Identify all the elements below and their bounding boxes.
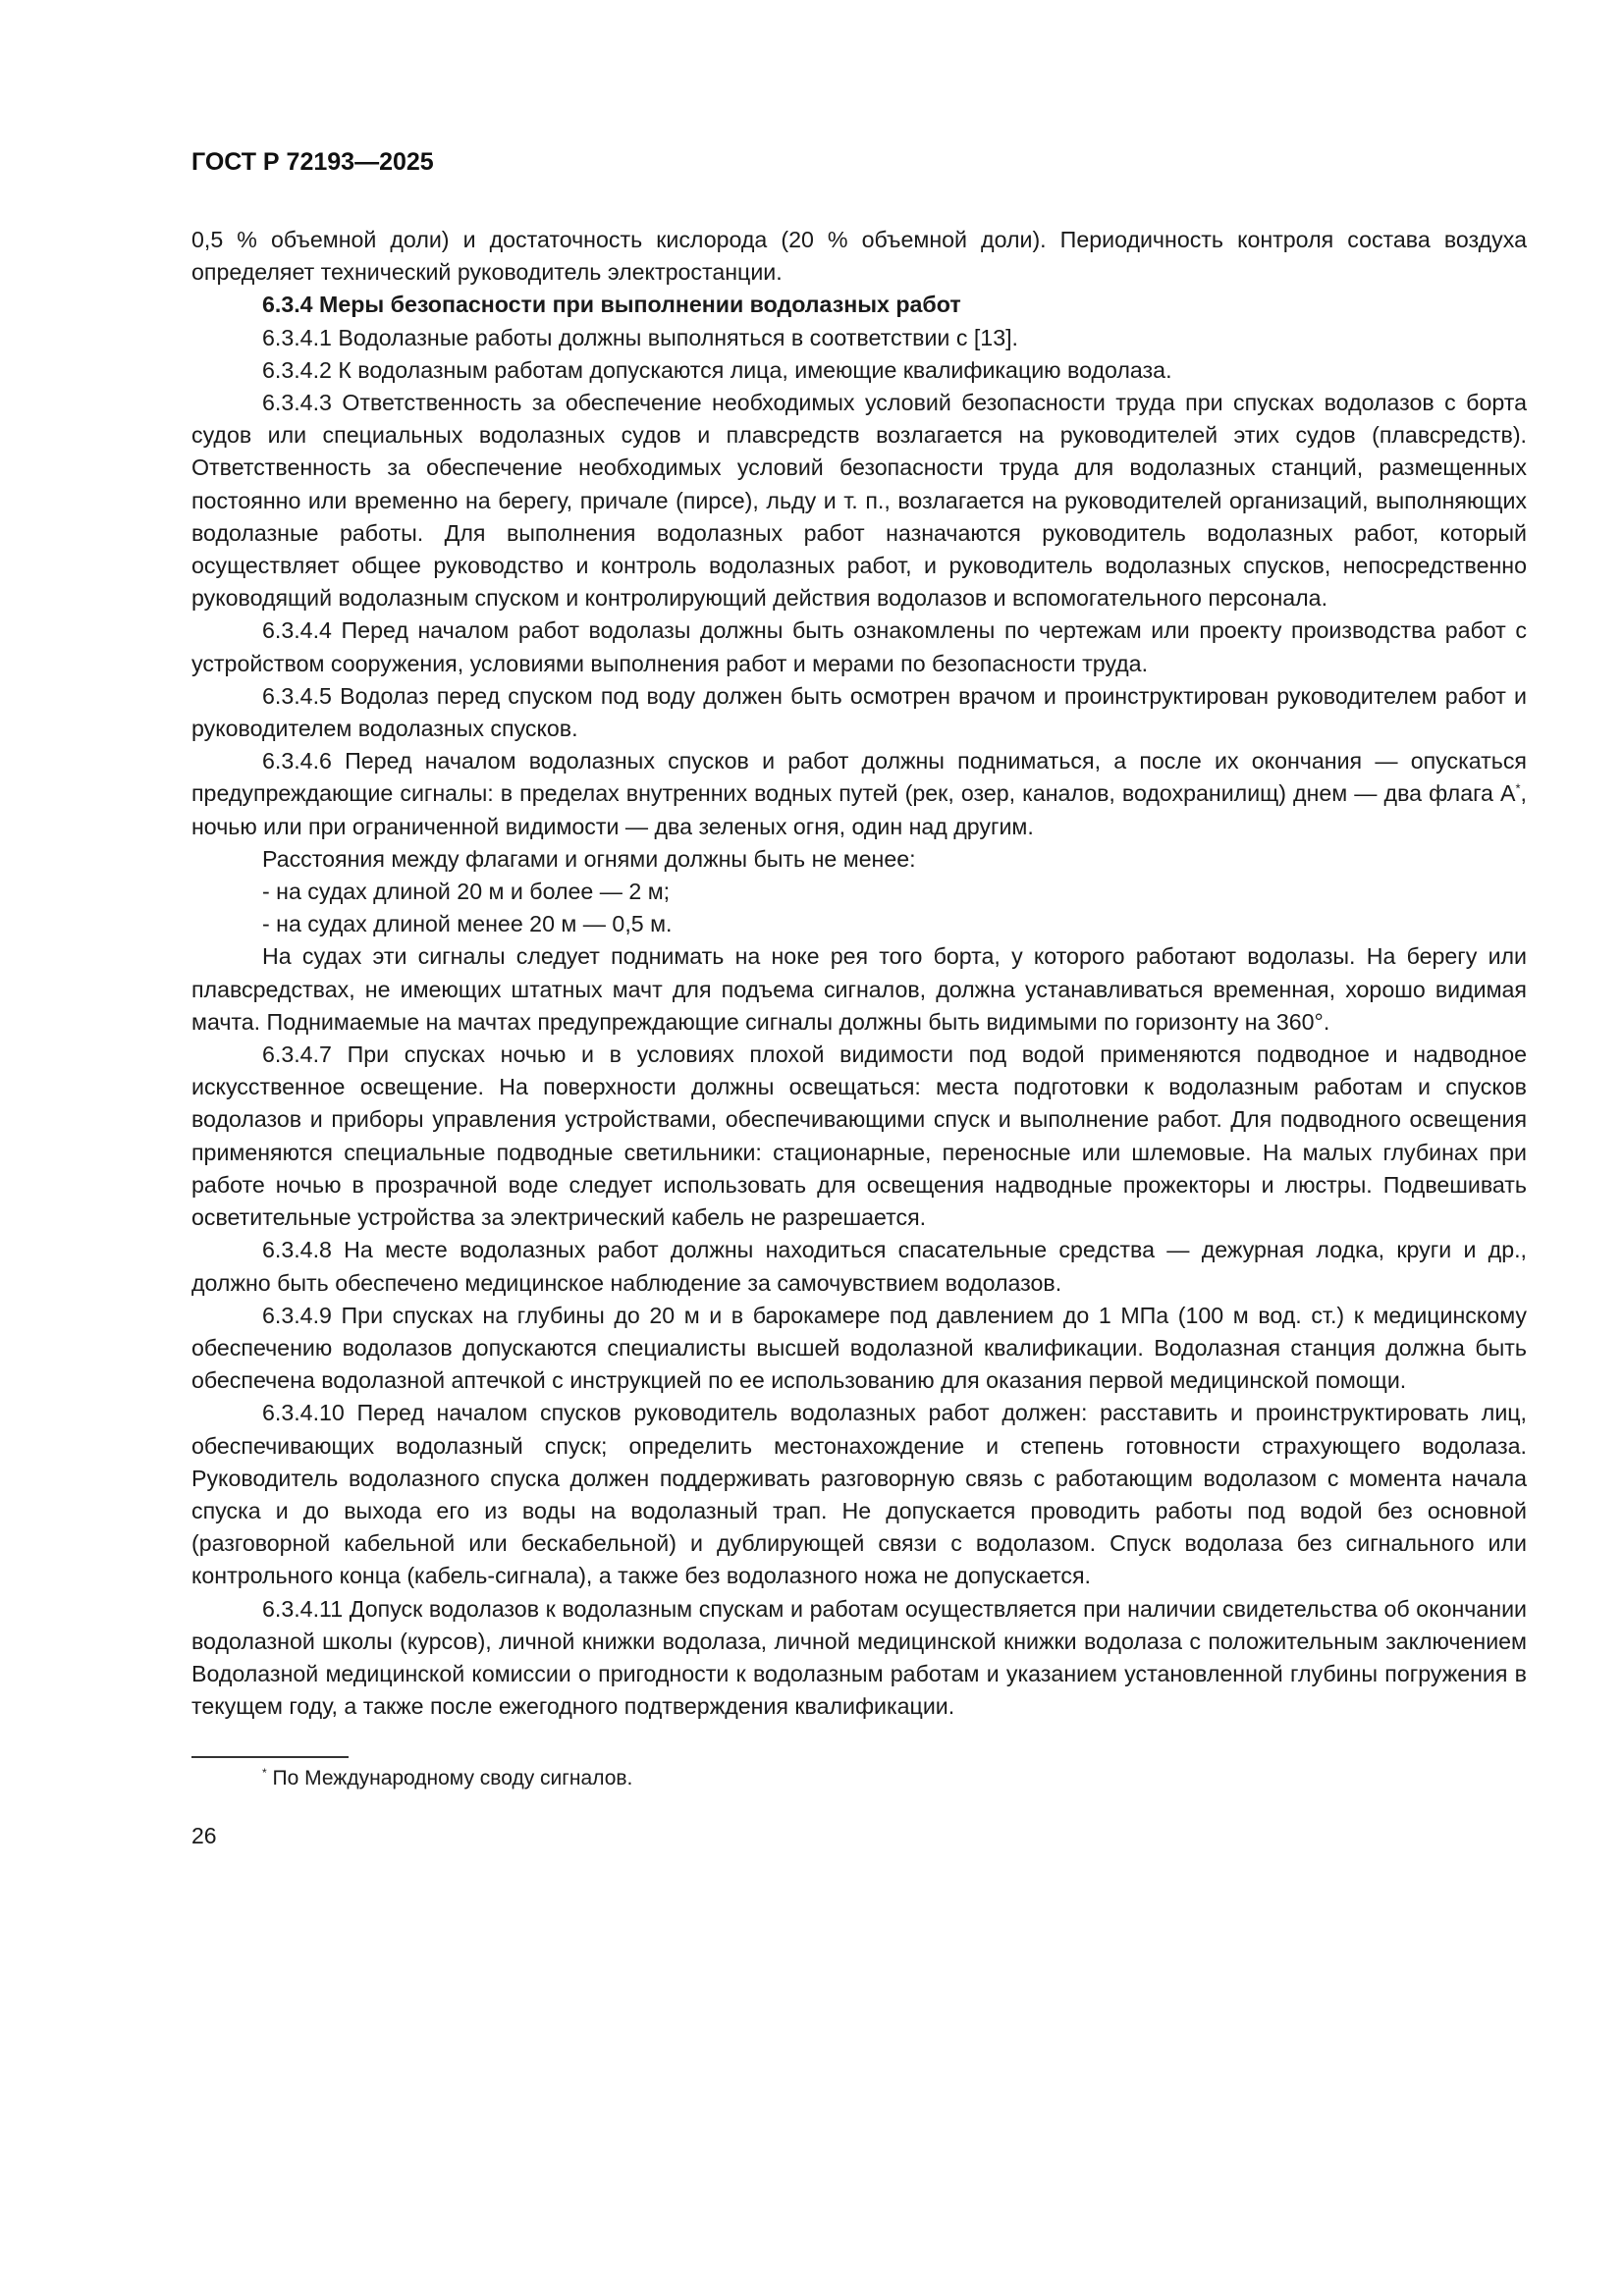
- paragraph-text: 6.3.4.1 Водолазные работы должны выполняться в соответствии с [13].: [262, 324, 1018, 350]
- list-item-text: - на судах длиной 20 м и более — 2 м;: [262, 879, 671, 905]
- footnote: [191, 1764, 1527, 1793]
- list-item-text: - на судах длиной менее 20 м — 0,5 м.: [262, 911, 673, 937]
- paragraph-text: 6.3.4.8 На месте водолазных работ должны находиться спасательные средства — дежурная лодка, круги и др., должно быть обеспечено медицинское наблюдение за самочувствием водолазов.: [191, 1237, 1527, 1296]
- paragraph-text: 6.3.4.4 Перед началом работ водолазы должны быть ознакомлены по чертежам или проекту производства работ с устройством сооружения, условиями выполнения работ и мерами по безопасности труда.: [191, 617, 1527, 676]
- paragraph: [191, 940, 1527, 1039]
- paragraph: [191, 614, 1527, 679]
- paragraph-text: 6.3.4.6 Перед началом водолазных спусков и работ должны подниматься, а после их окончания — опускаться предупреждающие сигналы: в пределах внутренних водных путей (рек, озер, каналов, водохранилищ) днем — два флага А: [191, 748, 1527, 807]
- footnote-text: По Международному своду сигналов.: [272, 1767, 633, 1790]
- footnote-mark: *: [262, 1766, 267, 1781]
- footnote-divider: [191, 1756, 349, 1758]
- paragraph-text: 6.3.4.2 К водолазным работам допускаются лица, имеющие квалификацию водолаза.: [262, 356, 1172, 383]
- list-item: [191, 876, 1527, 908]
- paragraph-text: На судах эти сигналы следует поднимать на ноке рея того борта, у которого работают водолазы. На берегу или плавсредствах, не имеющих штатных мачт для подъема сигналов, должна устанавливаться временная, хорошо видимая мачта. Поднимаемые на мачтах предупреждающие сигналы должны быть видимыми по горизонту на 360°.: [191, 943, 1527, 1035]
- paragraph: [191, 843, 1527, 876]
- paragraph-text: Расстояния между флагами и огнями должны быть не менее:: [262, 845, 916, 872]
- paragraph: [191, 1234, 1527, 1299]
- heading-text: 6.3.4 Меры безопасности при выполнении водолазных работ: [262, 292, 961, 318]
- document-header: ГОСТ Р 72193—2025: [191, 148, 434, 176]
- paragraph-text: 6.3.4.11 Допуск водолазов к водолазным спускам и работам осуществляется при наличии свидетельства об окончании водолазной школы (курсов), личной книжки водолаза, личной медицинской книжки водолаза с положительным заключением Водолазной медицинской комиссии о пригодности к водолазным работам и указанием установленной глубины погружения в текущем году, а также после ежегодного подтверждения квалификации.: [191, 1595, 1527, 1720]
- page-number: 26: [191, 1823, 217, 1849]
- paragraph: [191, 224, 1527, 289]
- paragraph: [191, 1397, 1527, 1592]
- paragraph: [191, 1593, 1527, 1724]
- paragraph-text: 6.3.4.7 При спусках ночью и в условиях плохой видимости под водой применяются подводное и надводное искусственное освещение. На поверхности должны освещаться: места подготовки к водолазным работам и спусков водолазов и приборы управления устройствами, обеспечивающими спуск и выполнение работ. Для подводного освещения применяются специальные подводные светильники: стационарные, переносные или шлемовые. На малых глубинах при работе ночью в прозрачной воде следует использовать для освещения надводные прожекторы и люстры. Подвешивать осветительные устройства за электрический кабель не разрешается.: [191, 1041, 1527, 1231]
- paragraph: [191, 387, 1527, 614]
- paragraph: [191, 1300, 1527, 1398]
- paragraph: [191, 322, 1527, 354]
- footnote-reference: *: [1515, 780, 1521, 796]
- paragraph: [191, 354, 1527, 387]
- paragraph-text: 6.3.4.3 Ответственность за обеспечение необходимых условий безопасности труда при спусках водолазов с борта судов или специальных водолазных судов и плавсредств возлагается на руководителей этих судов (плавсредств). Ответственность за обеспечение необходимых условий безопасности труда для водолазных станций, размещенных постоянно или временно на берегу, причале (пирсе), льду и т. п., возлагается на руководителей организаций, выполняющих водолазные работы. Для выполнения водолазных работ назначаются руководитель водолазных работ, который осуществляет общее руководство и контроль водолазных работ, и руководитель водолазных спусков, непосредственно руководящий водолазным спуском и контролирующий действия водолазов и вспомогательного персонала.: [191, 390, 1527, 612]
- paragraph: [191, 680, 1527, 745]
- paragraph-text: 6.3.4.10 Перед началом спусков руководитель водолазных работ должен: расставить и проинструктировать лиц, обеспечивающих водолазный спуск; определить местонахождение и степень готовности страхующего водолаза. Руководитель водолазного спуска должен поддерживать разговорную связь с работающим водолазом с момента начала спуска и до выхода его из воды на водолазный трап. Не допускается проводить работы под водой без основной (разговорной кабельной или бескабельной) и дублирующей связи с водолазом. Спуск водолаза без сигнального или контрольного конца (кабель-сигнала), а также без водолазного ножа не допускается.: [191, 1400, 1527, 1589]
- paragraph-text: 6.3.4.9 При спусках на глубины до 20 м и в барокамере под давлением до 1 МПа (100 м вод. ст.) к медицинскому обеспечению водолазов допускаются специалисты высшей водолазной квалификации. Водолазная станция должна быть обеспечена водолазной аптечкой с инструкцией по ее использованию для оказания первой медицинской помощи.: [191, 1302, 1527, 1394]
- paragraph: [191, 1039, 1527, 1234]
- document-page: [191, 147, 1527, 1850]
- paragraph-text-after-note: , ночью или при ограниченной видимости — два зеленых огня, один над другим.: [191, 780, 1527, 839]
- paragraph-text: 6.3.4.5 Водолаз перед спуском под воду должен быть осмотрен врачом и проинструктирован руководителем работ и руководителем водолазных спусков.: [191, 682, 1527, 742]
- paragraph: [191, 745, 1527, 843]
- paragraph-text: 0,5 % объемной доли) и достаточность кислорода (20 % объемной доли). Периодичность контроля состава воздуха определяет технический руководитель электростанции.: [191, 227, 1527, 286]
- section-heading: [191, 289, 1527, 321]
- body-text: [191, 224, 1527, 1723]
- list-item: [191, 908, 1527, 940]
